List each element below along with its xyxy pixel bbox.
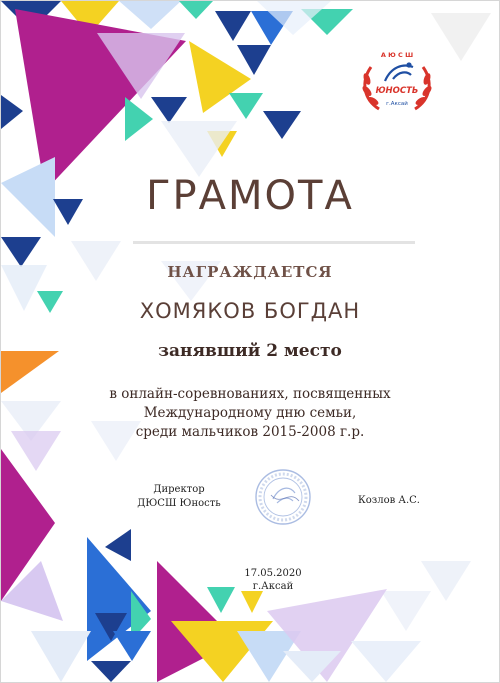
director-title-line: ДЮСШ Юность: [137, 498, 221, 509]
triangle-light: [119, 1, 181, 29]
triangle-yellow: [241, 591, 263, 613]
recipient-name: ХОМЯКОВ БОГДАН: [139, 299, 361, 323]
description-line: Международному дню семьи,: [143, 405, 357, 421]
director-title: [131, 483, 227, 511]
athlete-icon: [385, 66, 413, 81]
issue-city: г.Аксай: [252, 581, 294, 592]
triangle-navy: [151, 97, 187, 123]
director-title-line: Директор: [153, 484, 205, 495]
logo-city: г.Аксай: [386, 101, 408, 107]
issue-date: 17.05.2020: [244, 568, 302, 579]
triangle-blue: [113, 631, 151, 661]
triangle-navy: [91, 661, 131, 682]
certificate-title: ГРАМОТА: [146, 173, 354, 219]
triangle-teal: [125, 97, 153, 141]
triangle-navy: [263, 111, 301, 139]
triangle-navy: [105, 529, 131, 561]
triangle-teal: [229, 93, 263, 119]
sports-school-logo: [359, 45, 435, 121]
triangle-navy: [1, 95, 23, 129]
title-divider: [133, 241, 415, 244]
logo-name: ЮНОСТЬ: [375, 86, 419, 96]
director-name: Козлов А.С.: [358, 495, 420, 506]
triangle-navy: [215, 11, 251, 41]
triangle-faint: [431, 13, 491, 61]
description-line: среди мальчиков 2015-2008 г.р.: [135, 424, 365, 440]
official-stamp-icon: [253, 467, 313, 527]
issue-info: [223, 567, 323, 593]
description-line: в онлайн-соревнованиях, посвященных: [109, 386, 391, 402]
place-text: занявший 2 место: [158, 341, 342, 361]
triangle-teal: [179, 1, 213, 19]
award-description: [1, 385, 499, 442]
triangle-light: [31, 631, 91, 682]
logo-arc-text: А Ю С Ш: [380, 51, 414, 59]
awarded-label: НАГРАЖДАЕТСЯ: [167, 263, 333, 281]
triangle-navy: [237, 45, 271, 75]
triangle-light: [351, 641, 421, 682]
triangle-faint: [381, 591, 431, 631]
